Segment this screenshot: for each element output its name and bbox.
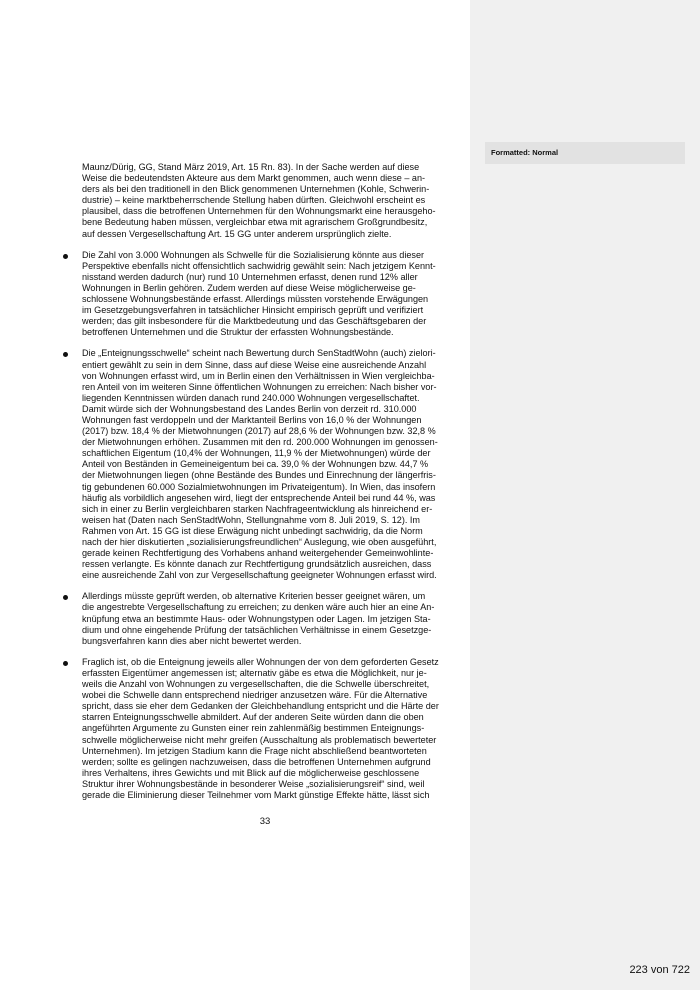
text-line: plausibel, dass die betroffenen Unternehmen für den Wohnungsmarkt eine herausgeho- <box>82 206 436 217</box>
text-line: werden; das gilt insbesondere für die Marktbedeutung und das Geschäftsgebaren der <box>82 316 427 327</box>
text-line: der Mietwohnungen liegen (ohne Bestände des Bundes und Einrechnung der längerfris- <box>82 470 436 481</box>
intro-paragraph <box>82 162 464 240</box>
text-line: eine ausreichende Zahl von zur Vergesellschaftung geeigneter Wohnungen erfasst wird. <box>82 570 437 581</box>
text-line: Anteil von Beständen in Gemeineigentum bei ca. 39,0 % der Wohnungen bzw. 44,7 % <box>82 459 429 470</box>
text-line: Fraglich ist, ob die Enteignung jeweils aller Wohnungen der von dem geforderten Gesetz <box>82 656 439 667</box>
text-line: Weise die bedeutendsten Akteure aus dem Markt genommen, auch wenn diese – an- <box>82 173 426 184</box>
text-line: erfassten Eigentümer angemessen ist; alternativ gäbe es etwa die Möglichkeit, nur je- <box>82 667 427 678</box>
page-number: 33 <box>259 816 271 827</box>
text-line: Unternehmen). Im jetzigen Stadium kann die Frage nicht abschließend beantworteten <box>82 745 427 756</box>
text-line: betroffenen Unternehmen und die Struktur der erfassten Wohnungsbestände. <box>82 327 394 338</box>
document-body <box>62 162 464 811</box>
text-line: starren Enteignungsschwelle abmildert. Auf der anderen Seite würden dann die oben <box>82 712 424 723</box>
text-line: dium und ohne eingehende Prüfung der tatsächlichen Verhältnisse in einem Gesetzge- <box>82 624 432 635</box>
text-line: schwelle möglicherweise nicht mehr greifen (Ausschaltung als problematisch bewerteter <box>82 734 437 745</box>
text-line: ders als bei den traditionell in den Blick genommenen Unternehmen (Kohle, Schwerin- <box>82 184 430 195</box>
text-line: die angestrebte Vergesellschaftung zu erreichen; zu denken wäre auch hier an eine An- <box>82 602 435 613</box>
text-line: nach der hier diskutierten „sozialisierungsfreundlichen“ Auslegung, wie oben ausgeführt, <box>82 537 437 547</box>
text-line: sich in einer zu Berlin vergleichbaren starken Nachfrageentwicklung als hinreichend er- <box>82 503 433 514</box>
text-line: im Gesetzgebungsverfahren in tatsächlicher Hinsicht empirisch geprüft und verifiziert <box>82 305 424 316</box>
text-line: Allerdings müsste geprüft werden, ob alternative Kriterien besser geeignet wären, um <box>82 591 426 602</box>
text-line: Die Zahl von 3.000 Wohnungen als Schwelle für die Sozialisierung könnte aus dieser <box>82 249 425 260</box>
text-line: nisstand werden dadurch (nur) rund 10 Unternehmen erfasst, denen rund 12% aller <box>82 271 418 282</box>
bullet-dot-icon <box>63 352 68 357</box>
text-line: schlossene Wohnungsbestände erfasst. Allerdings müssten vorstehende Erwägungen <box>82 294 429 305</box>
text-line: dustrie) – keine marktbeherrschende Stellung haben dürften. Gleichwohl erscheint es <box>82 195 426 206</box>
text-line: liegenden Kenntnissen würden danach rund 240.000 Wohnungen vergesellschaftet. <box>82 392 420 403</box>
text-line: Wohnungen in Berlin gehören. Zudem werden auf diese Weise möglicherweise ge- <box>82 282 416 293</box>
text-line: Perspektive ebenfalls nicht offensichtlich sachwidrig gewählt sein: Nach jetzigem Kennt- <box>82 260 436 271</box>
text-line: ihres Verhaltens, ihres Gewichts und mit Blick auf die möglicherweise geschlossene <box>82 767 420 778</box>
bullet-list <box>62 250 464 801</box>
text-line: häufig als vorbildlich angesehen wird, liegt der entsprechende Anteil bei rund 44 %, was <box>82 492 436 503</box>
text-line: Die „Enteignungsschwelle“ scheint nach Bewertung durch SenStadtWohn (auch) zielori- <box>82 348 436 359</box>
page-counter: 223 von 722 <box>629 964 690 976</box>
text-line: gerade keinen Rechtfertigung des Vorhabens anhand weitergehender Gemeinwohlinte- <box>82 548 434 559</box>
text-line: entiert gewählt zu sein in dem Sinne, dass auf diese Weise eine ausreichende Anzahl <box>82 359 427 370</box>
text-line: ressen verlangte. Es könnte danach zur Rechtfertigung grundsätzlich ausreichen, dass <box>82 559 432 570</box>
bullet-item <box>62 591 464 646</box>
text-line: angeführten Argumente zu Gunsten einer rein zahlenmäßig bestimmen Enteignungs- <box>82 723 425 734</box>
text-line: auf dessen Vergesellschaftung Art. 15 GG unter anderem ursprünglich zielte. <box>82 228 392 239</box>
bullet-item <box>62 657 464 801</box>
text-line: spricht, dass sie eher dem Gedanken der Gleichbehandlung entspricht und die Härte der <box>82 701 439 712</box>
text-line: tig gebundenen 60.000 Sozialmietwohnungen im Privateigentum). In Wien, das insofern <box>82 481 436 492</box>
text-line: Wohnungen fast verdoppeln und der Marktanteil Berlins von 16,0 % der Wohnungen <box>82 414 422 425</box>
text-line: knüpfung etwa an bestimmte Haus- oder Wohnungstypen oder Lagen. Im jetzigen Sta- <box>82 613 431 624</box>
text-line: bungsverfahren kann dies aber nicht bewertet werden. <box>82 635 302 646</box>
text-line: der Mietwohnungen erhöhen. Zusammen mit den rd. 200.000 Wohnungen im genossen- <box>82 437 438 448</box>
text-line: bene Bedeutung haben müssen, vergleichbar etwa mit agrarischem Großgrundbesitz, <box>82 217 428 228</box>
text-line: von Wohnungen erfasst wird, um in Berlin einen den Verhältnissen in Wien vergleichba- <box>82 370 435 381</box>
formatting-comment[interactable]: Formatted: Normal <box>485 142 685 164</box>
bullet-item <box>62 348 464 581</box>
text-line: werden; sollte es gelingen nachzuweisen, dass die betroffenen Unternehmen aufgrund <box>82 756 431 767</box>
text-line: ren Anteil von im weiteren Sinne öffentlichen Wohnungen zu erreichen: Nach bisher vor- <box>82 381 437 392</box>
text-line: schaftlichen Eigentum (10,4% der Wohnungen, 11,9 % der Mietwohnungen) würde der <box>82 448 431 459</box>
bullet-item <box>62 250 464 339</box>
text-line: wobei die Schwelle dann entsprechend niedriger anzusetzen wäre. Für die Alternative <box>82 690 428 701</box>
text-line: (2017) bzw. 18,4 % der Mietwohnungen (2017) auf 28,6 % der Wohnungen bzw. 32,8 % <box>82 426 436 437</box>
text-line: Maunz/Dürig, GG, Stand März 2019, Art. 15 Rn. 83). In der Sache werden auf diese <box>82 162 420 172</box>
text-line: Damit würde sich der Wohnungsbestand des Landes Berlin von derzeit rd. 310.000 <box>82 403 417 414</box>
text-line: weisen hat (Daten nach SenStadtWohn, Stellungnahme vom 8. Juli 2019, S. 12). Im <box>82 514 421 525</box>
bullet-dot-icon <box>63 595 68 600</box>
bullet-dot-icon <box>63 254 68 259</box>
text-line: gerade die Eliminierung dieser Teilnehmer vom Markt günstige Effekte hätte, lässt sich <box>82 789 430 800</box>
text-line: Struktur ihrer Wohnungsbestände in besonderer Weise „sozialisierungsreif“ sind, weil <box>82 778 425 789</box>
text-line: weils die Anzahl von Wohnungen zu vergesellschaften, die die Schwelle überschreitet, <box>82 679 430 690</box>
text-line: Rahmen von Art. 15 GG ist diese Erwägung nicht unbedingt sachwidrig, da die Norm <box>82 525 423 536</box>
bullet-dot-icon <box>63 661 68 666</box>
